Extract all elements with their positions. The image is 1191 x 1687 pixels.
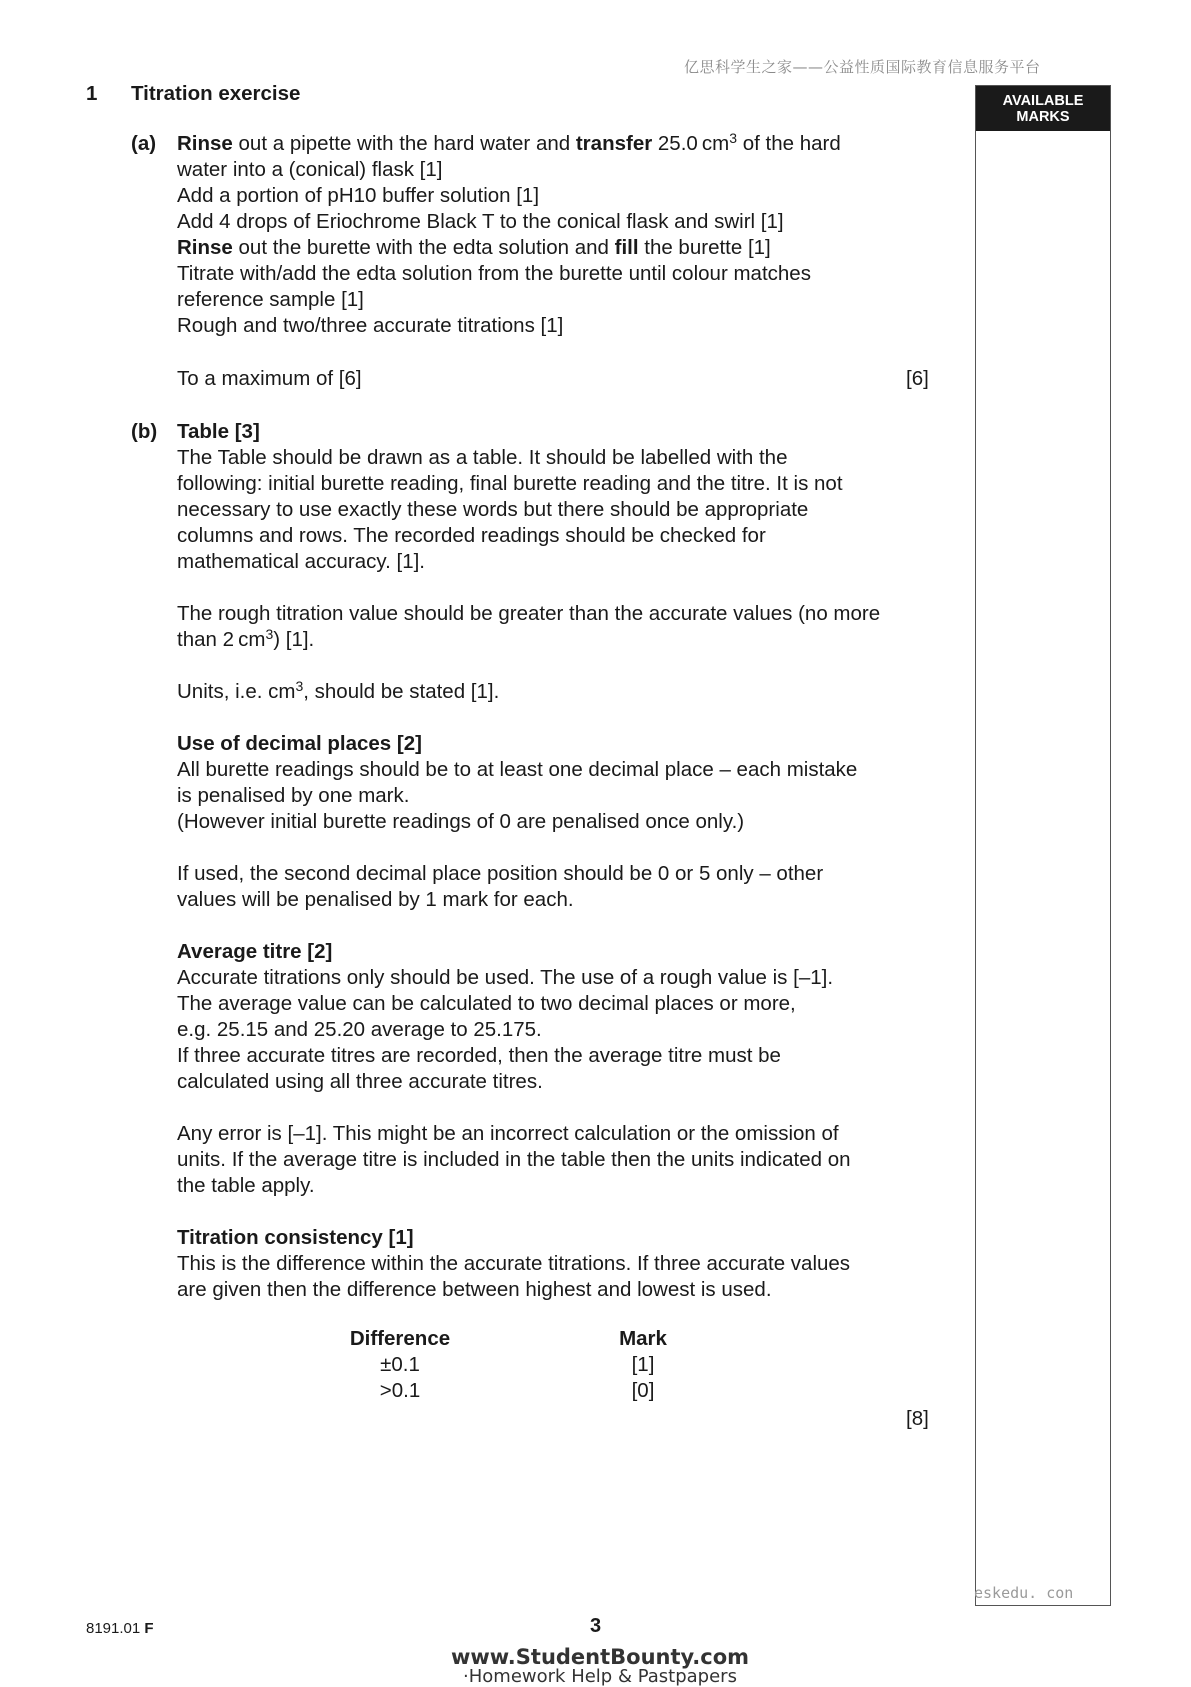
- table-line: necessary to use exactly these words but there should be appropriate: [177, 498, 809, 521]
- decimal-places-paragraph: [177, 757, 957, 835]
- second-dp-line: values will be penalised by 1 mark for each.: [177, 888, 574, 911]
- average-line: calculated using all three accurate titres.: [177, 1070, 543, 1093]
- keyword-fill: fill: [614, 236, 639, 259]
- rough-line-2-text-b: ) [1].: [273, 628, 315, 651]
- table-row: [340, 1352, 680, 1378]
- rough-line-2-text-a: than 2 cm: [177, 628, 266, 651]
- rough-line-1: The rough titration value should be greater than the accurate values (no more: [177, 602, 881, 625]
- part-a-line-5: [177, 235, 957, 261]
- header-banner: 亿思科学生之家——公益性质国际教育信息服务平台: [684, 58, 1041, 76]
- error-line: the table apply.: [177, 1174, 315, 1197]
- difference-cell: >0.1: [379, 1379, 421, 1402]
- part-a-line-1-text-c: of the hard: [737, 132, 841, 155]
- part-a-line-6: Titrate with/add the edta solution from the burette until colour matches: [177, 262, 811, 285]
- difference-mark-table: [340, 1326, 680, 1404]
- table-paragraph: [177, 445, 957, 575]
- table-heading: Table [3]: [177, 420, 260, 443]
- header-difference: Difference: [349, 1327, 451, 1350]
- part-a-line-3: Add a portion of pH10 buffer solution [1]: [177, 184, 540, 207]
- units-line: [177, 679, 957, 705]
- average-line: If three accurate titres are recorded, then the average titre must be: [177, 1044, 781, 1067]
- studentbounty-logo: [450, 1646, 750, 1686]
- part-b-body: [177, 419, 957, 1303]
- part-a-line-1: [177, 131, 957, 157]
- table-header-row: [340, 1326, 680, 1352]
- decimal-line: is penalised by one mark.: [177, 784, 410, 807]
- average-line: Accurate titrations only should be used. The use of a rough value is [–1].: [177, 966, 834, 989]
- second-decimal-paragraph: [177, 861, 957, 913]
- part-a-maximum-text: To a maximum of [6]: [177, 367, 362, 390]
- titration-consistency-paragraph: [177, 1251, 957, 1303]
- logo-url: www.StudentBounty.com: [450, 1645, 750, 1669]
- marks-header-line-1: AVAILABLE: [1002, 93, 1084, 109]
- part-a-line-4: Add 4 drops of Eriochrome Black T to the conical flask and swirl [1]: [177, 210, 784, 233]
- table-line: columns and rows. The recorded readings should be checked for: [177, 524, 766, 547]
- titration-consistency-heading: Titration consistency [1]: [177, 1226, 414, 1249]
- question-number: 1: [86, 82, 98, 105]
- superscript-3: 3: [729, 130, 738, 146]
- units-text-a: Units, i.e. cm: [177, 680, 296, 703]
- part-a-line-2: water into a (conical) flask [1]: [177, 158, 443, 181]
- part-a-line-5-text-b: the burette [1]: [638, 236, 771, 259]
- superscript-3: 3: [265, 626, 274, 642]
- keyword-rinse: Rinse: [177, 132, 233, 155]
- part-a-total-marks: [6]: [906, 367, 929, 390]
- decimal-places-heading: Use of decimal places [2]: [177, 732, 422, 755]
- part-a-line-1-text-a: out a pipette with the hard water and: [232, 132, 576, 155]
- average-titre-paragraph: [177, 965, 957, 1095]
- decimal-line: (However initial burette readings of 0 are penalised once only.): [177, 810, 745, 833]
- part-a-line-5-text-a: out the burette with the edta solution and: [232, 236, 615, 259]
- part-b-label: (b): [131, 420, 158, 443]
- document-code-suffix: F: [144, 1620, 154, 1637]
- units-paragraph: [177, 679, 957, 705]
- page-number: 3: [589, 1615, 602, 1637]
- error-line: Any error is [–1]. This might be an incorrect calculation or the omission of: [177, 1122, 839, 1145]
- header-mark: Mark: [619, 1327, 667, 1350]
- mark-cell: [0]: [631, 1379, 655, 1402]
- average-line: The average value can be calculated to two decimal places or more,: [177, 992, 796, 1015]
- table-row: [340, 1378, 680, 1404]
- part-a-line-1-text-b: 25.0 cm: [652, 132, 730, 155]
- watermark-text: eskedu. con: [974, 1584, 1074, 1602]
- part-a-line-7: reference sample [1]: [177, 288, 364, 311]
- available-marks-header: [976, 86, 1110, 131]
- table-line: following: initial burette reading, final burette reading and the titre. It is not: [177, 472, 843, 495]
- decimal-line: All burette readings should be to at least one decimal place – each mistake: [177, 758, 858, 781]
- mark-cell: [1]: [631, 1353, 655, 1376]
- rough-line-2: [177, 627, 957, 653]
- document-code-number: 8191.01: [86, 1620, 141, 1637]
- part-a-line-8: Rough and two/three accurate titrations [1]: [177, 314, 564, 337]
- part-b-total-marks: [8]: [906, 1407, 929, 1430]
- consistency-line: This is the difference within the accurate titrations. If three accurate values: [177, 1252, 851, 1275]
- error-paragraph: [177, 1121, 957, 1199]
- difference-cell: ±0.1: [380, 1353, 420, 1376]
- available-marks-column: [975, 85, 1111, 1606]
- keyword-transfer: transfer: [575, 132, 653, 155]
- average-line: e.g. 25.15 and 25.20 average to 25.175.: [177, 1018, 542, 1041]
- part-a-label: (a): [131, 132, 157, 155]
- keyword-rinse: Rinse: [177, 236, 233, 259]
- rough-titration-paragraph: [177, 601, 957, 653]
- table-line: The Table should be drawn as a table. It should be labelled with the: [177, 446, 788, 469]
- logo-tagline: ·Homework Help & Pastpapers: [463, 1666, 737, 1687]
- superscript-3: 3: [295, 678, 304, 694]
- error-line: units. If the average titre is included in the table then the units indicated on: [177, 1148, 851, 1171]
- part-a-body: [177, 131, 957, 339]
- table-line: mathematical accuracy. [1].: [177, 550, 425, 573]
- second-dp-line: If used, the second decimal place position should be 0 or 5 only – other: [177, 862, 824, 885]
- average-titre-heading: Average titre [2]: [177, 940, 333, 963]
- marks-header-line-2: MARKS: [1016, 109, 1070, 125]
- units-text-b: , should be stated [1].: [303, 680, 500, 703]
- question-title: Titration exercise: [131, 82, 301, 105]
- consistency-line: are given then the difference between highest and lowest is used.: [177, 1278, 772, 1301]
